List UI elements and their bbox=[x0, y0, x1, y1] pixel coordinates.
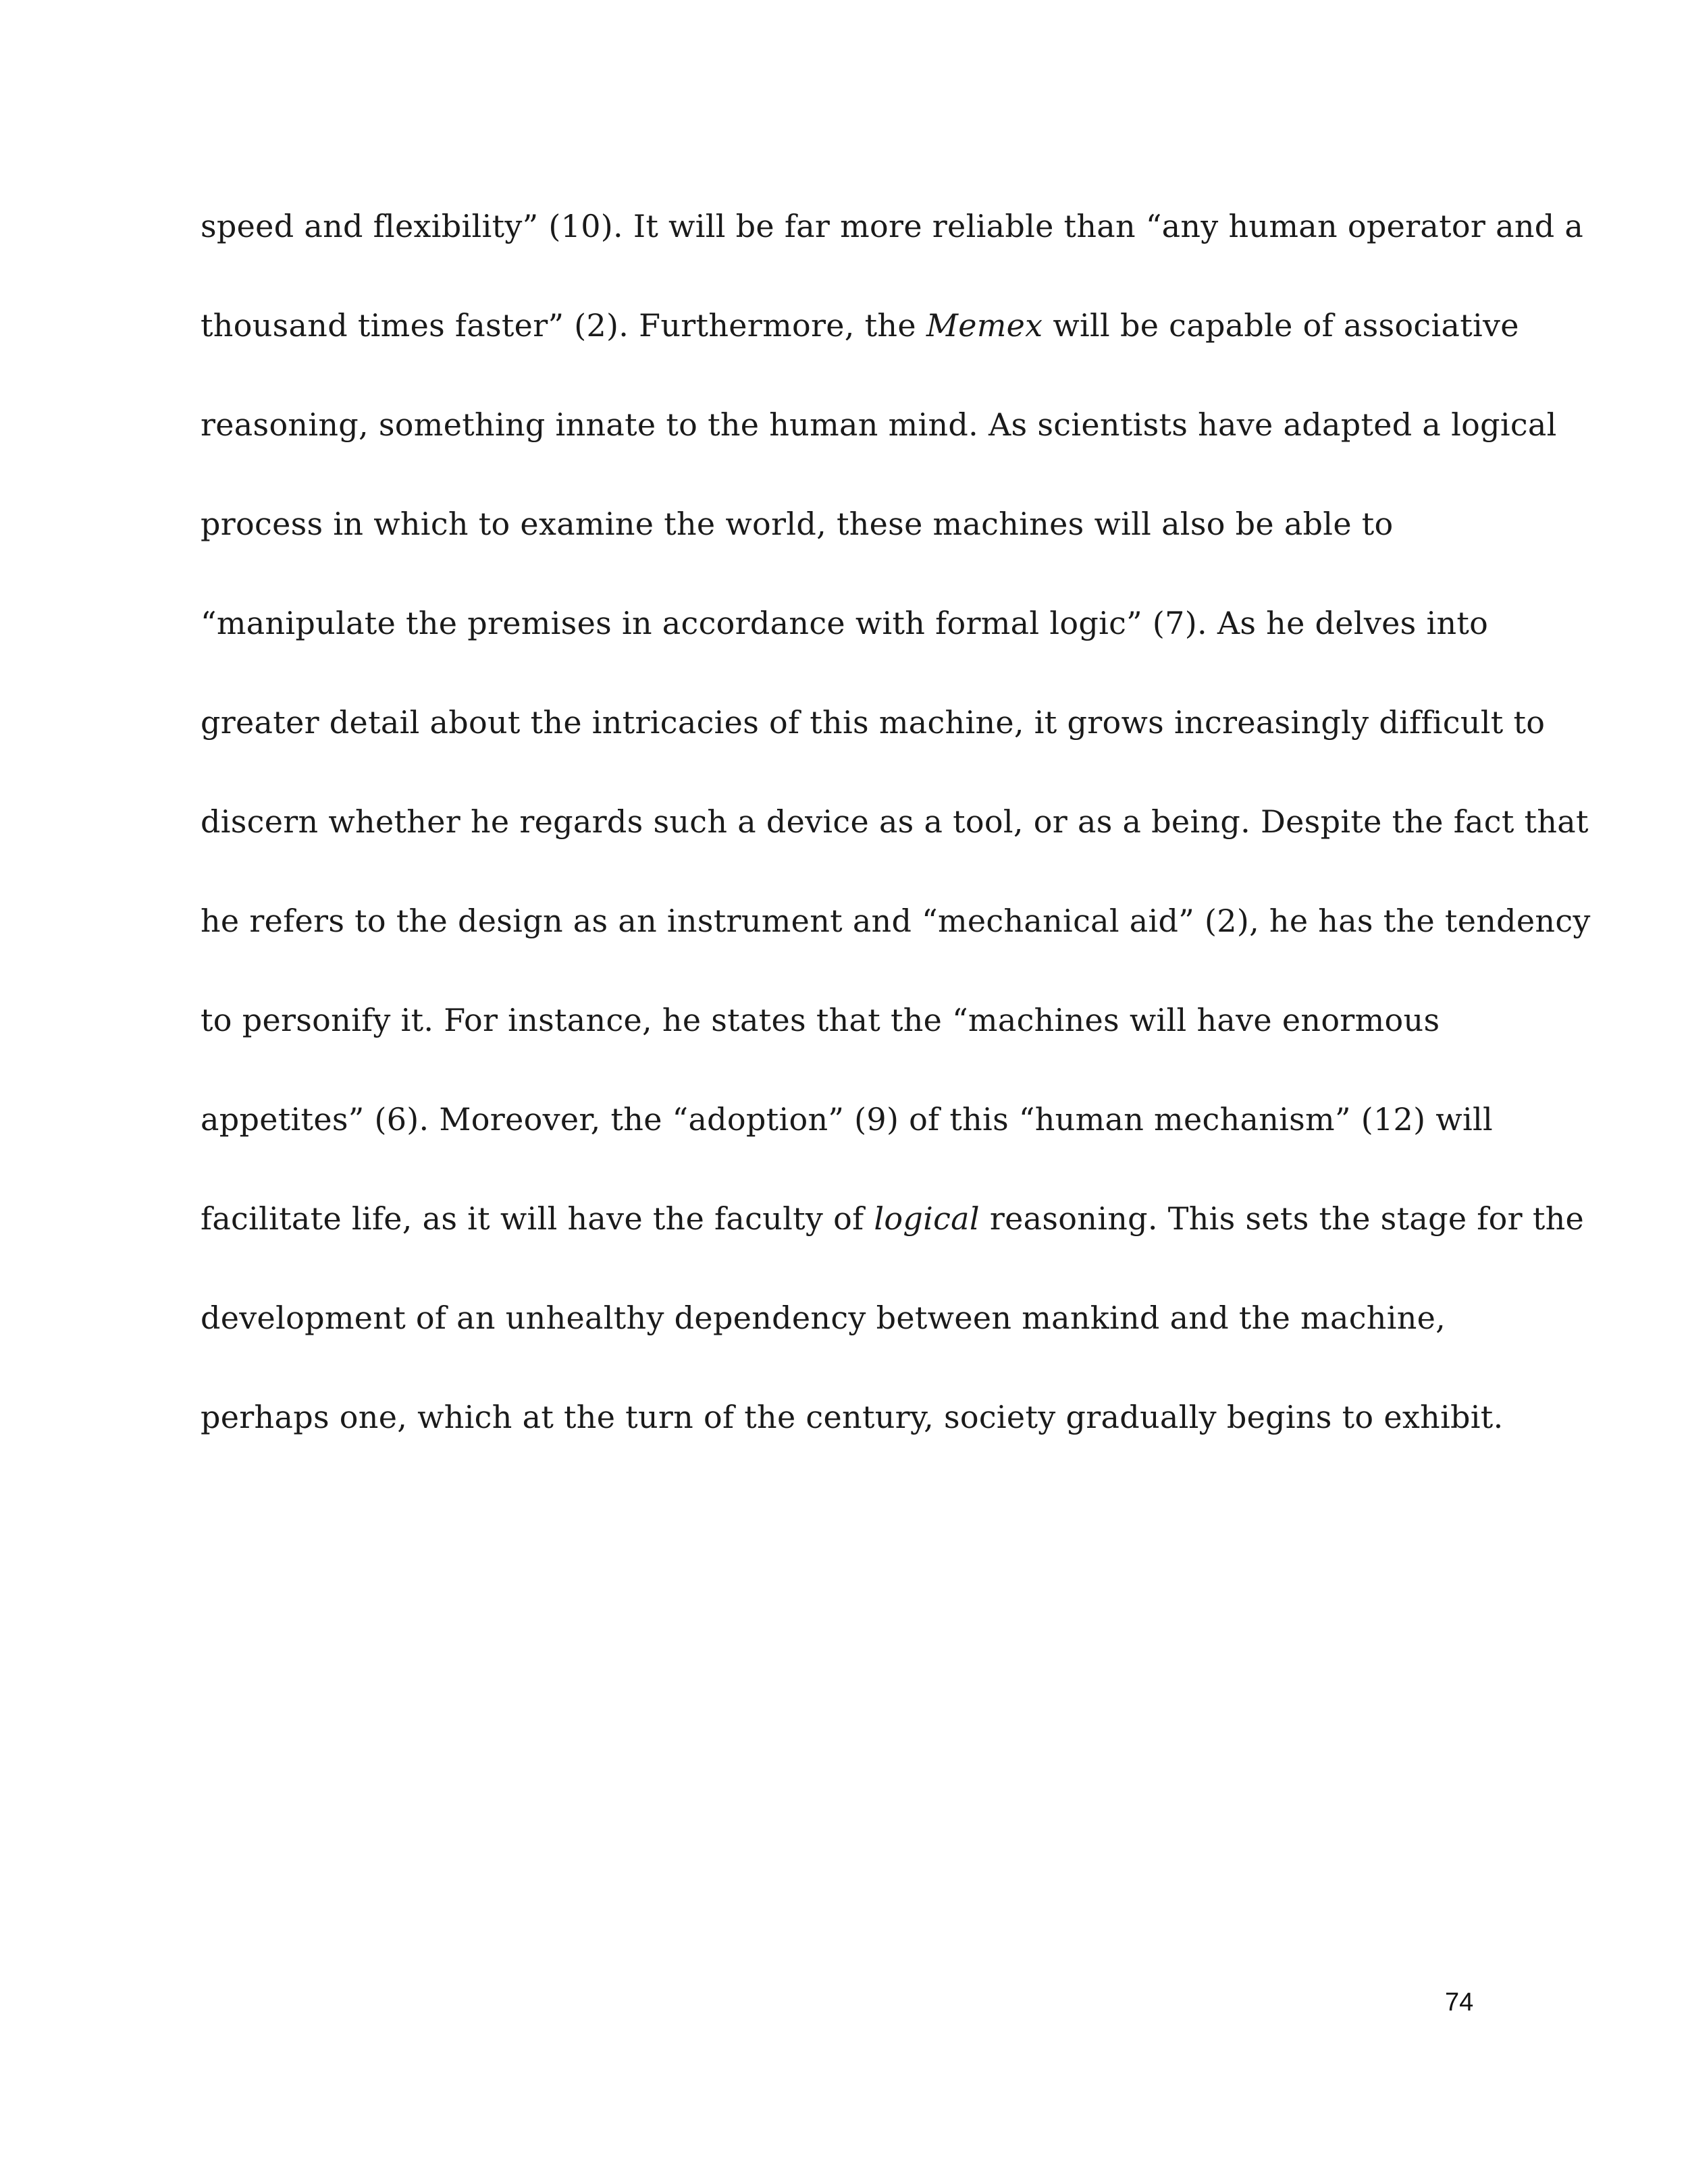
text-segment: facilitate life, as it will have the faculty of bbox=[201, 1200, 874, 1237]
text-line: speed and flexibility” (10). It will be far more reliable than “any human operator and a bbox=[201, 208, 1584, 244]
text-line bbox=[201, 1195, 1585, 1294]
text-line: reasoning, something innate to the human mind. As scientists have adapted a logical bbox=[201, 406, 1557, 443]
text-line: he refers to the design as an instrument and “mechanical aid” (2), he has the tendency bbox=[201, 903, 1591, 939]
italic-term: Memex bbox=[926, 307, 1043, 344]
text-line: process in which to examine the world, these machines will also be able to bbox=[201, 506, 1394, 542]
page-number: 74 bbox=[1445, 1988, 1474, 2017]
text-line: perhaps one, which at the turn of the century, society gradually begins to exhibit. bbox=[201, 1399, 1504, 1435]
italic-term: logical bbox=[874, 1200, 980, 1237]
text-line: to personify it. For instance, he states that the “machines will have enormous bbox=[201, 1002, 1440, 1038]
text-segment: will be capable of associative bbox=[1043, 307, 1519, 344]
text-line: “manipulate the premises in accordance with formal logic” (7). As he delves into bbox=[201, 605, 1489, 641]
body-paragraph bbox=[201, 203, 1591, 1493]
text-line: greater detail about the intricacies of this machine, it grows increasingly difficult to bbox=[201, 704, 1546, 741]
text-segment: thousand times faster” (2). Furthermore, the bbox=[201, 307, 926, 344]
text-line: development of an unhealthy dependency between mankind and the machine, bbox=[201, 1300, 1446, 1336]
text-segment: reasoning. This sets the stage for the bbox=[979, 1200, 1585, 1237]
text-line: appetites” (6). Moreover, the “adoption” (9) of this “human mechanism” (12) will bbox=[201, 1101, 1493, 1138]
text-line bbox=[201, 302, 1519, 401]
text-line: discern whether he regards such a device as a tool, or as a being. Despite the fact that bbox=[201, 803, 1589, 840]
